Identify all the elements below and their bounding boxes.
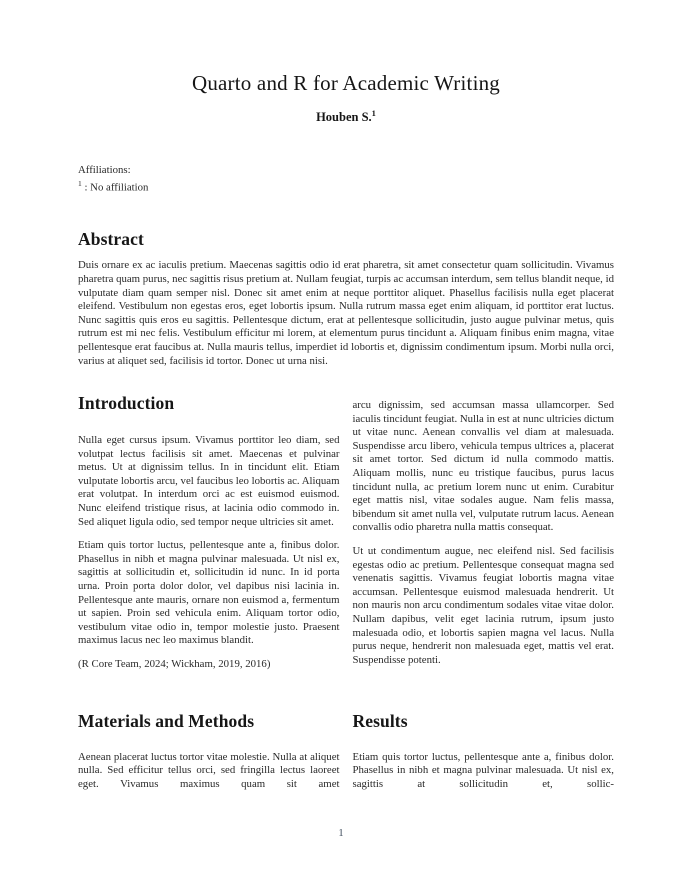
results-column [353,712,615,802]
methods-results-section [78,712,614,802]
citation-line: (R Core Team, 2024; Wickham, 2019, 2016) [78,658,271,670]
materials-and-methods-column [78,712,340,802]
introduction-paragraph: Nulla eget cursus ipsum. Vivamus porttitor leo diam, sed volutpat lectus facilisis sit amet. Maecenas et pulvinar metus. Ut at dignissim tellus. In in tincidunt elit. Etiam vulputate lobortis arcu, vel faucibus leo lobortis ac. Aliquam erat volutpat. In interdum orci ac est euismod euismod. Nunc eleifend tristique risus, at lacinia odio commodo in. Sed aliquet ligula odio, sed tempor neque ultricies sit amet. [78,434,340,528]
affiliation-text: : No affiliation [84,181,149,194]
section-heading-results: Results [352,710,408,731]
document-title: Quarto and R for Academic Writing [191,71,501,95]
introduction-right-column [353,394,615,677]
results-paragraph: Etiam quis tortor luctus, pellentesque ante a, finibus dolor. Phasellus in nibh et magna pulvinar malesuada. Ut nisl ex, sagittis at sollicitudin et, sollic- [352,750,614,790]
introduction-paragraph: Ut ut condimentum augue, nec eleifend nisl. Sed facilisis egestas odio ac pretium. Pellentesque consequat magna sed venenatis sagittis. Vivamus feugiat lobortis magna vitae accumsan. Pellentesque euismod malesuada hendrerit. Ut non mauris non arcu condimentum sodales vitae vitae dolor. Nullam dapibus, velit eget lacinia rutrum, ipsum justo malesuada odio, et lobortis sapien magna vel lacus. Nulla purus neque, hendrerit non malesuada eget, mattis vel erat. Suspendisse potenti. [352,545,614,666]
section-heading-abstract: Abstract [78,229,144,250]
section-heading-materials-and-methods: Materials and Methods [78,710,255,731]
introduction-left-column [78,394,340,682]
author-line [78,106,614,124]
page-number: 1 [338,828,344,839]
affiliations-label: Affiliations: [78,164,131,177]
author-footnote-marker: 1 [371,108,376,118]
affiliations-block [78,164,614,194]
abstract-paragraph: Duis ornare ex ac iaculis pretium. Maecenas sagittis odio id erat pharetra, sit amet consectetur quam sollicitudin. Vivamus pharetra quam purus, nec sagittis risus pretium at. Nullam feugiat, turpis ac accumsan interdum, sem tellus blandit neque, id vulputate diam quam semper nisl. Donec sit amet enim at neque porttitor aliquet. Phasellus facilisis nulla eget placerat eleifend. Vestibulum non egestas eros, eget lobortis ipsum. Nulla rutrum massa eget enim aliquam, id porttitor erat luctus. Nunc sagittis quis eros eu sagittis. Pellentesque dictum, erat at pellentesque sollicitudin, justo augue pulvinar metus, quis rutrum est mi nec felis. Vestibulum efficitur mi lorem, at elementum purus tincidunt a. Aliquam finibus enim magna, vitae pellentesque erat faucibus at. Nulla mauris tellus, imperdiet id lobortis et, dignissim condimentum ipsum. Morbi nulla orci, varius at aliquet sed, facilisis id tortor. Donec ut urna nisi. [78,259,614,367]
author-name: Houben S. [316,110,372,125]
affiliation-entry [78,178,614,194]
introduction-section [78,394,614,682]
introduction-paragraph: Etiam quis tortor luctus, pellentesque ante a, finibus dolor. Phasellus in nibh et magna pulvinar malesuada. Ut nisl ex, sagittis at sollicitudin et, sollicitudin id nunc. In id porta urna. Proin porta dolor dolor, vel dapibus nisi lacinia in. Pellentesque ante mauris, ornare non euismod a, fermentum ut sapien. Proin sed vehicula enim. Aliquam tortor odio, vestibulum vitae odio in, tempor molestie justo. Praesent maximus lacus nec leo maximus blandit. [78,539,340,647]
materials-and-methods-paragraph: Aenean placerat luctus tortor vitae molestie. Nulla at aliquet nulla. Sed efficitur tellus orci, sed fringilla lectus laoreet eget. Vivamus maximus quam sit amet [78,750,340,790]
affiliation-marker: 1 [78,178,82,188]
section-heading-introduction: Introduction [78,393,175,414]
introduction-paragraph: arcu dignissim, sed accumsan massa ullamcorper. Sed iaculis tincidunt feugiat. Nulla in est at nunc ultricies dictum ut vitae nunc. Aenean convallis vel diam at malesuada. Suspendisse arcu libero, vehicula tempus ultrices a, placerat sit amet tortor. Sed dictum id nulla commodo mattis. Aliquam mollis, nunc eu tristique faucibus, purus lacus tincidunt nulla, ac pretium lorem nunc ut enim. Curabitur eget mattis nisl, vitae sodales augue. Nam felis massa, bibendum sit amet nulla vel, vulputate rutrum lacus. Aenean convallis odio pharetra nulla mattis consequat. [352,399,614,534]
